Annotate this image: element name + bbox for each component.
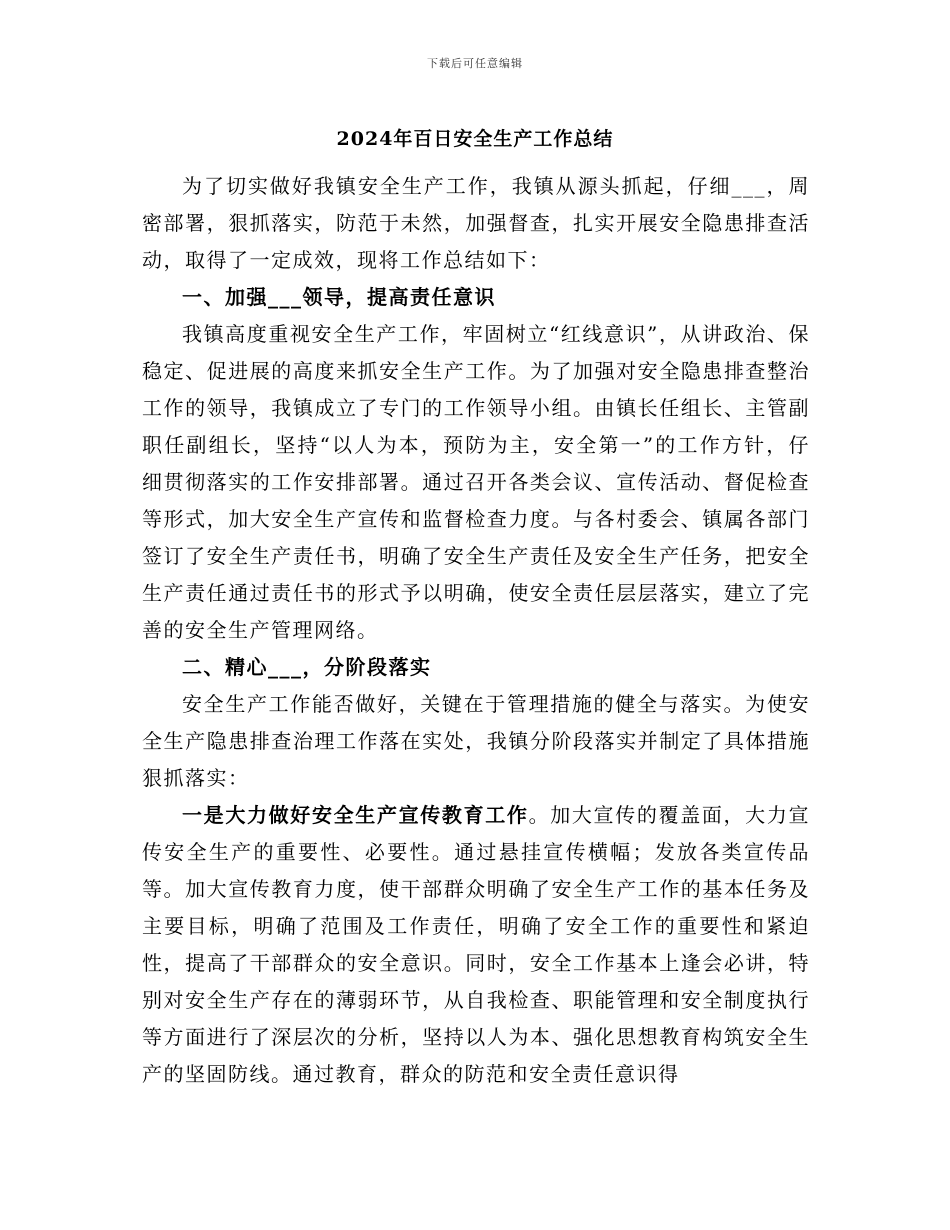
document-body <box>142 168 810 1093</box>
section-1-paragraph: 我镇高度重视安全生产工作，牢固树立“红线意识”，从讲政治、保稳定、促进展的高度来抓安全生产工作。为了加强对安全隐患排查整治工作的领导，我镇成立了专门的工作领导小组。由镇长任组长、主管副职任副组长，坚持“以人为本，预防为主，安全第一”的工作方针，仔细贯彻落实的工作安排部署。通过召开各类会议、宣传活动、督促检查等形式，加大安全生产宣传和监督检查力度。与各村委会、镇属各部门签订了安全生产责任书，明确了安全生产责任及安全生产任务，把安全生产责任通过责任书的形式予以明确，使安全责任层层落实，建立了完善的安全生产管理网络。 <box>142 322 810 642</box>
section-2-heading: 二、精心___，分阶段落实 <box>182 655 432 679</box>
document-title: 2024年百日安全生产工作总结 <box>336 128 614 150</box>
item-1-text: 。加大宣传的覆盖面，大力宣传安全生产的重要性、必要性。通过悬挂宣传横幅；发放各类宣传品等。加大宣传教育力度，使干部群众明确了安全生产工作的基本任务及主要目标，明确了范围及工作责任，明确了安全工作的重要性和紧迫性，提高了干部群众的安全意识。同时，安全工作基本上逢会必讲，特别对安全生产存在的薄弱环节，从自我检查、职能管理和安全制度执行等方面进行了深层次的分析，坚持以人为本、强化思想教育构筑安全生产的坚固防线。通过教育，群众的防范和安全责任意识得 <box>142 803 811 1086</box>
section-2-paragraph: 安全生产工作能否做好，关键在于管理措施的健全与落实。为使安全生产隐患排查治理工作落在实处，我镇分阶段落实并制定了具体措施狠抓落实： <box>142 692 810 790</box>
section-2-item-1 <box>142 797 810 1093</box>
item-1-lead: 一是大力做好安全生产宣传教育工作 <box>182 803 529 827</box>
section-1-heading: 一、加强___领导，提高责任意识 <box>182 285 496 309</box>
intro-paragraph: 为了切实做好我镇安全生产工作，我镇从源头抓起，仔细___，周密部署，狠抓落实，防范于未然，加强督查，扎实开展安全隐患排查活动，取得了一定成效，现将工作总结如下： <box>142 174 810 272</box>
header-note: 下载后可任意编辑 <box>427 57 523 70</box>
